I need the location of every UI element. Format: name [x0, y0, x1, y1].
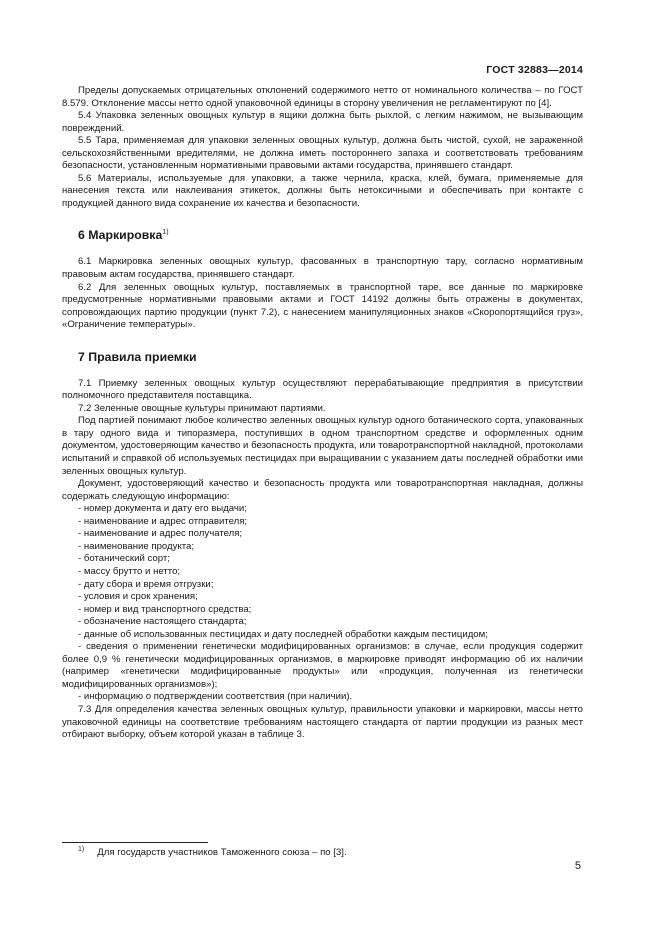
section-heading — [62, 350, 583, 364]
section-heading-text: 6 Маркировка — [78, 228, 163, 243]
paragraph: - сведения о применении генетически модифицированных организмов: в случае, если продукция содержит более 0,9 % генетически модифицированных организмов, в маркировке приводят информацию об их наличии (например «генетически модифицированные продукты» или «продукция, полученная из генетически модифицированных организмов»); — [62, 641, 583, 690]
document-body — [62, 85, 583, 742]
list-item: - дату сбора и время отгрузки; — [78, 578, 214, 590]
list-item: - условия и срок хранения; — [78, 591, 198, 603]
paragraph: 7.2 Зеленные овощные культуры принимают партиями. — [78, 402, 326, 414]
paragraph: Пределы допускаемых отрицательных отклонений содержимого нетто от номинального количества – по ГОСТ 8.579. Отклонение массы нетто одной упаковочной единицы в сторону увеличения не регламентируют по [4]. — [62, 85, 583, 109]
list-item: - данные об использованных пестицидах и дату последней обработки каждым пестицидом; — [78, 628, 488, 640]
paragraph: 6.2 Для зеленных овощных культур, поставляемых в транспортной таре, все данные по маркировке предусмотренные нормативными правовыми актами и ГОСТ 14192 должны быть отражены в документах, сопровождающих партию продукции (пункт 7.2), с нанесением манипуляционных знаков «Скоропортящийся груз», «Ограничение температуры». — [62, 281, 583, 331]
paragraph: 7.1 Приемку зеленных овощных культур осуществляют перерабатывающие предприятия в присутствии полномочного представителя поставщика. — [62, 377, 583, 402]
paragraph: 6.1 Маркировка зеленных овощных культур, фасованных в транспортную тару, согласно нормативным правовым актам государства, принявшего стандарт. — [62, 256, 583, 281]
list-item: - ботанический сорт; — [78, 553, 170, 565]
paragraph: 7.3 Для определения качества зеленных овощных культур, правильности упаковки и маркировки, массы нетто упаковочной единицы на соответствие требованиям настоящего стандарта от партии продукции из разных мест отбирают выборку, объем которой указан в таблице 3. — [62, 703, 583, 741]
list-item: - массу брутто и нетто; — [78, 565, 181, 577]
footnote-text: Для государств участников Таможенного союза – по [3]. — [97, 847, 347, 859]
paragraph: Под партией понимают любое количество зеленных овощных культур одного ботанического сорта, упакованных в тару одного вида и типоразмера, поступивших в одном транспортном средстве и оформленных одним документом, удостоверяющим качество и безопасность продукта, или товаротранспортной накладной, протоколами испытаний и справкой об используемых пестицидах при выращивании с указанием даты последней обработки ими зеленных овощных культур. — [62, 415, 583, 477]
list-item: - наименование продукта; — [78, 540, 195, 552]
document-header: ГОСТ 32883—2014 — [486, 64, 583, 76]
section-heading — [62, 228, 583, 242]
section-heading-text: 7 Правила приемки — [78, 349, 197, 364]
list-item: - наименование и адрес отправителя; — [78, 515, 248, 527]
list-item: - номер документа и дату его выдачи; — [78, 503, 247, 515]
footnote-divider — [62, 842, 208, 843]
list-item: - обозначение настоящего стандарта; — [78, 616, 247, 628]
paragraph: 5.4 Упаковка зеленных овощных культур в ящики должна быть рыхлой, с легким нажимом, не вызывающим повреждений. — [62, 110, 583, 134]
list-item: - номер и вид транспортного средства; — [78, 603, 252, 615]
paragraph: Документ, удостоверяющий качество и безопасность продукта или товаротранспортная накладная, должны содержать следующую информацию: — [62, 478, 583, 502]
footnote — [78, 846, 347, 858]
list-item: - наименование и адрес получателя; — [78, 528, 243, 540]
paragraph: 5.6 Материалы, используемые для упаковки, а также чернила, краска, клей, бумага, применяемые для нанесения текста или наклеивания этикеток, должны быть нетоксичными и обеспечивать при контакте с продукцией данного вида сохранение их качества и безопасности. — [62, 172, 583, 209]
list-item: - информацию о подтверждении соответствия (при наличии). — [78, 691, 353, 703]
footnote-reference: 1) — [162, 229, 169, 237]
page-number: 5 — [574, 860, 581, 872]
footnote-mark: 1) — [78, 846, 85, 853]
paragraph: 5.5 Тара, применяемая для упаковки зеленных овощных культур, должна быть чистой, сухой, не зараженной сельскохозяйственными вредителями, не должна иметь постороннего запаха и соответствовать требованиям безопасности, установленным нормативными правовыми актами государства, принявшего стандарт. — [62, 135, 583, 172]
